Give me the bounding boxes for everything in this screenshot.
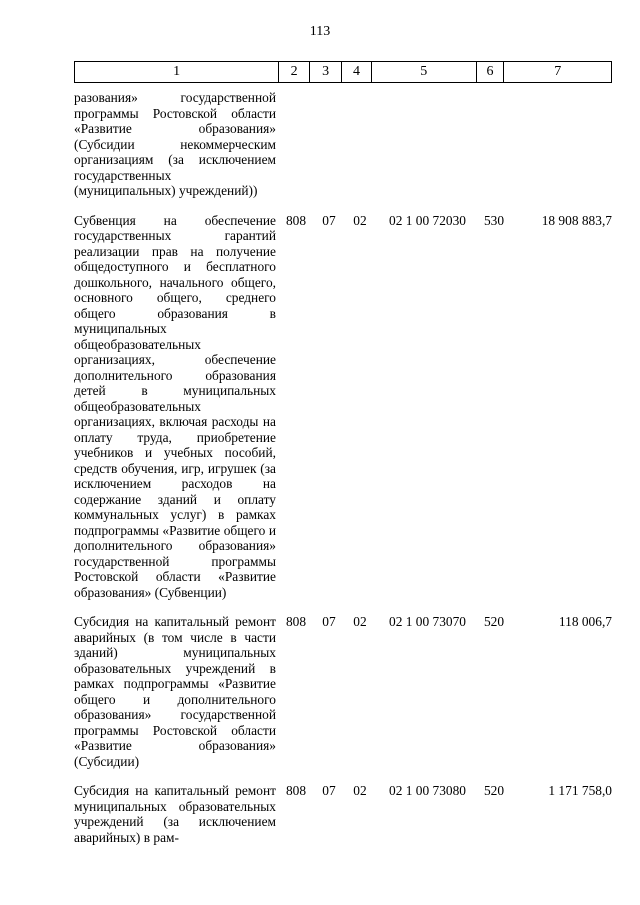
header-col-2: 2 [279,62,310,82]
table-row [74,783,612,845]
row-col-4: 02 [353,614,367,629]
header-col-4: 4 [342,62,372,82]
row-col-4: 02 [353,783,367,798]
table-row [74,213,612,601]
row-col-7: 18 908 883,7 [541,212,612,228]
row-col-7: 118 006,7 [558,614,612,629]
table-row [74,90,612,199]
row-col-3: 07 [322,212,336,228]
row-col-5 [375,90,480,199]
row-col-3 [313,90,345,199]
header-col-3: 3 [310,62,342,82]
row-description: Субсидия на капитальный ремонт аварийных (в том числе в части зданий) муниципальных образовательных учреждений в рамках подпрограммы «Развитие общего и дополнительного образования» государственной программы Ростовской области «Развитие образования» (Субсидии) [74,614,276,769]
row-col-7: 1 171 758,0 [548,783,612,798]
row-col-2 [279,90,313,199]
row-col-6: 530 [483,212,505,228]
table-body [74,90,612,859]
row-col-5: 02 1 00 73070 [389,614,466,629]
row-col-5: 02 1 00 73080 [389,783,466,798]
row-col-7 [508,90,612,199]
row-description: Субвенция на обеспечение государственных гарантий реализации прав на получение общедоступного и бесплатного дошкольного, начального общего, основного общего, среднего общего образования в муниципальных общеобразовательных организациях, обеспечение дополнительного образования детей в муниципальных общеобразовательных организациях, включая расходы на оплату труда, приобретение учебников и учебных пособий, средств обучения, игр, игрушек (за исключением расходов на содержание зданий и оплату коммунальных услуг) в рамках подпрограммы «Развитие общего и дополнительного образования» государственной программы Ростовской области «Развитие образования» (Субвенции) [74,212,276,600]
row-col-2: 808 [285,212,307,228]
row-col-3: 07 [322,614,336,629]
page-number: 113 [309,24,331,39]
header-col-6: 6 [477,62,505,82]
row-col-6: 520 [483,614,505,629]
header-col-1: 1 [75,62,279,82]
table-header [74,61,612,83]
row-col-5: 02 1 00 72030 [389,212,466,228]
row-col-4: 02 [353,212,367,228]
row-col-2: 808 [285,614,307,629]
row-col-6 [480,90,508,199]
row-description: разования» государственной программы Ростовской области «Развитие образования» (Субсидии некоммерческим организациям (за исключением государственных (муниципальных) учреждений)) [74,90,276,198]
table-row [74,614,612,769]
row-col-4 [345,90,375,199]
row-col-2: 808 [285,783,307,798]
row-col-6: 520 [483,783,505,798]
row-description: Субсидия на капитальный ремонт муниципальных образовательных учреждений (за исключением аварийных) в рам- [74,783,276,845]
header-col-5: 5 [372,62,477,82]
header-col-7: 7 [554,64,562,79]
row-col-3: 07 [322,783,336,798]
